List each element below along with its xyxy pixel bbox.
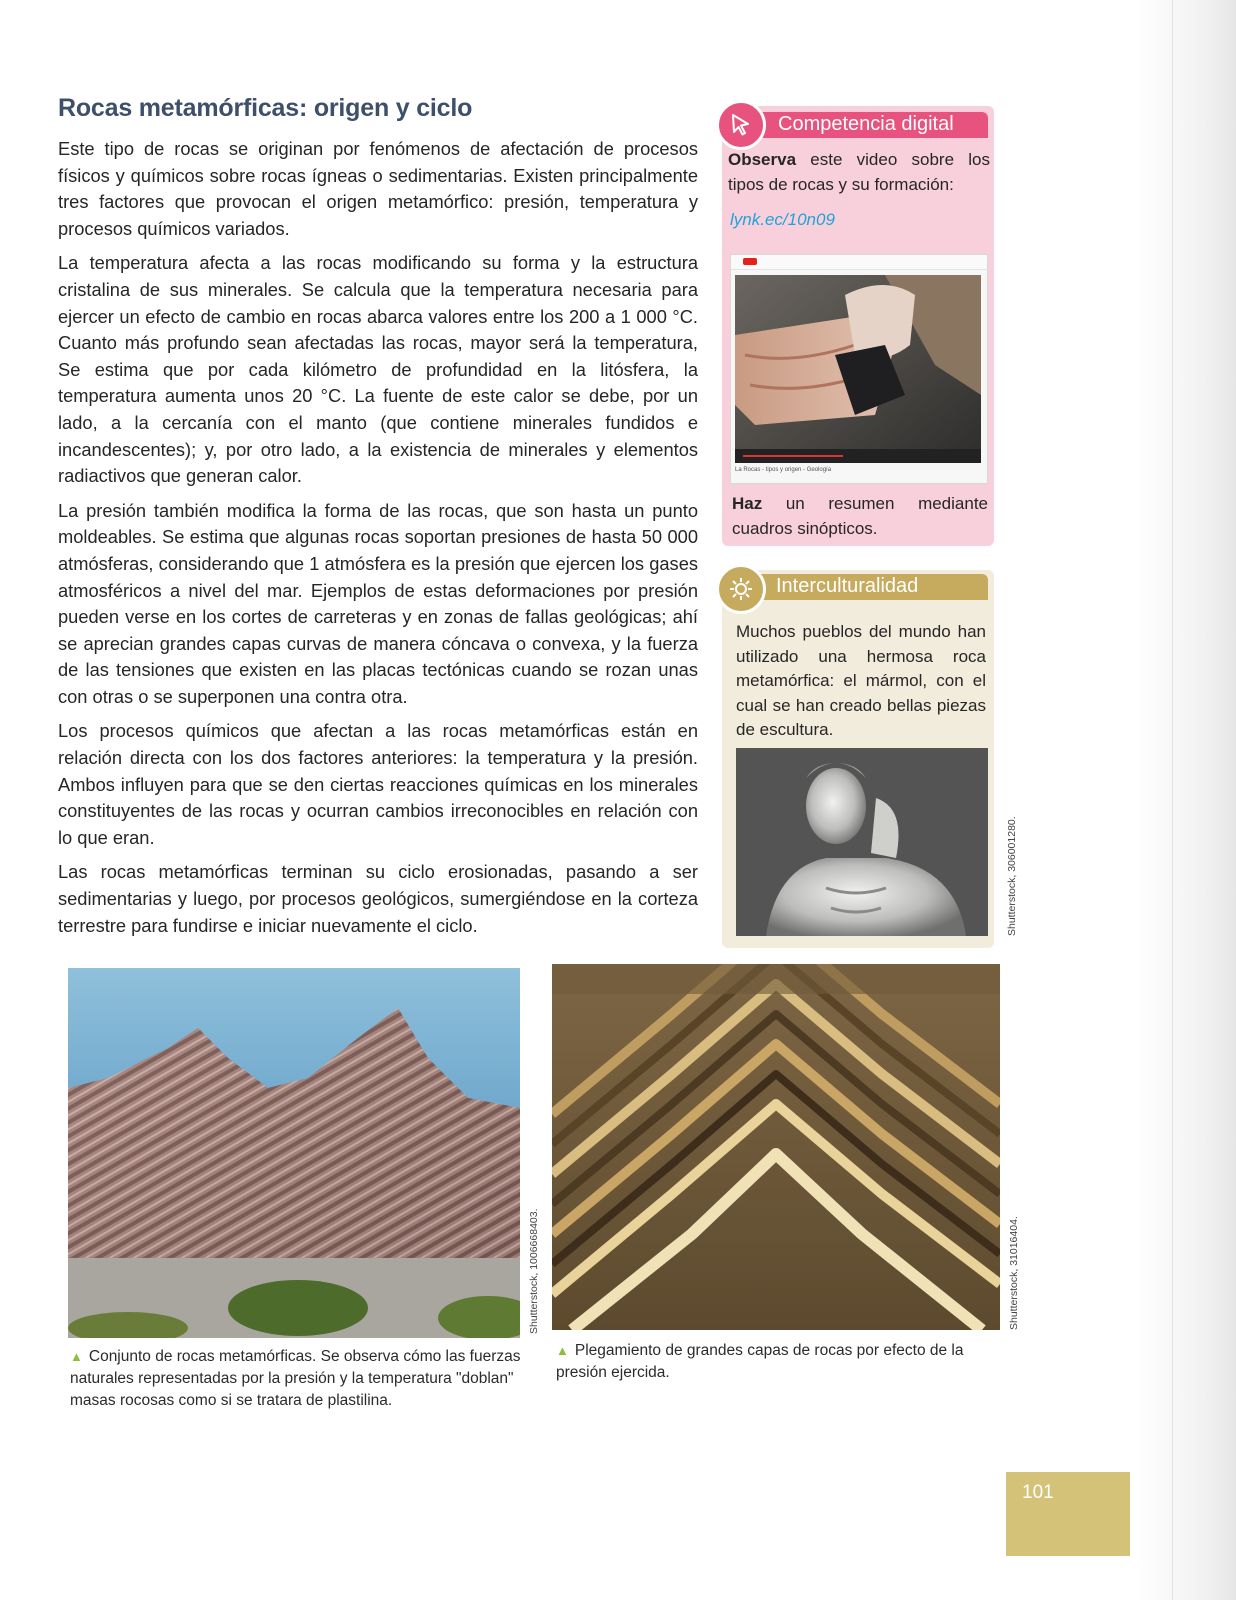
intercultural-box-title: Interculturalidad: [776, 575, 919, 597]
coastal-folded-rocks-photo: [68, 968, 520, 1338]
left-photo-caption: [70, 1346, 530, 1412]
right-photo-caption: [556, 1340, 996, 1384]
main-text: [58, 136, 698, 947]
statue-photo-credit: Shutterstock, 306001280.: [1006, 816, 1018, 936]
left-photo-credit: Shutterstock, 1006668403.: [528, 1208, 540, 1334]
paragraph-intro: Este tipo de rocas se originan por fenómenos de afectación de procesos físicos y químicos sobre rocas ígneas o sedimentarias. Existen principalmente tres factores que provocan el origen metamórfico: presión, temperatura y procesos químicos variados.: [58, 138, 698, 239]
digital-task-rest: un resumen mediante cuadros sinópticos.: [732, 494, 988, 538]
video-topbar: [731, 255, 987, 270]
paragraph-temperature: La temperatura afecta a las rocas modificando su forma y la estructura cristalina de sus minerales. Se calcula que la temperatura necesaria para ejercer un efecto de cambio en rocas abarca valores entre los 200 a 1 000 °C. Cuanto más profundo sean afectadas las rocas, mayor será la temperatura, Se estima que por cada kilómetro de profundidad en la litósfera, la temperatura aumenta unos 20 °C. La fuente de este calor se debe, por un lado, a la cercanía con el manto (que contiene minerales fundidos e incandescentes); y, por otro lado, a la existencia de minerales y elementos radiactivos que generan calor.: [58, 252, 698, 487]
triangle-bullet-icon: ▲: [70, 1349, 83, 1364]
david-statue-photo: [736, 748, 988, 936]
triangle-bullet-icon: ▲: [556, 1343, 569, 1358]
rock-fold-layers-photo: [552, 964, 1000, 1330]
cultures-icon: [716, 564, 766, 614]
digital-box-intro: [728, 148, 990, 197]
video-thumbnail[interactable]: [730, 254, 988, 484]
video-link[interactable]: lynk.ec/10n09: [730, 210, 835, 229]
intercultural-box-header: [752, 574, 988, 600]
left-photo-caption-text: Conjunto de rocas metamórficas. Se observa cómo las fuerzas naturales representadas por la presión y la temperatura "doblan" masas rocosas como si se tratara de plastilina.: [70, 1348, 521, 1409]
intercultural-text: Muchos pueblos del mundo han utilizado una hermosa roca metamórfica: el mármol, con el cual se han creado bellas piezas de escultura.: [736, 622, 986, 739]
paragraph-pressure: La presión también modifica la forma de las rocas, que son hasta un punto moldeables. Se estima que algunas rocas soportan presiones de hasta 50 000 atmósferas, considerando que 1 atmósfera es la presión que ejercen los gases atmosféricos a nivel del mar. Ejemplos de estas deformaciones por presión pueden verse en los cortes de carreteras y en zonas de fallas geológicas; ahí se aprecian grandes capas curvas de manera cóncava o convexa, y la fuerza de las tensiones que existen en las placas tectónicas cuando se rozan unas con otras o se superponen una contra otra.: [58, 499, 698, 707]
cursor-icon: [716, 100, 766, 150]
digital-intro-rest: este video sobre los tipos de rocas y su formación:: [728, 150, 990, 194]
page-number-tab: [1006, 1472, 1130, 1556]
digital-competence-box: [722, 106, 994, 546]
paragraph-cycle: Las rocas metamórficas terminan su ciclo erosionadas, pasando a ser sedimentarias y luego, por procesos geológicos, sumergiéndose en la corteza terrestre para fundirse e iniciar nuevamente el ciclo.: [58, 861, 698, 936]
right-photo-caption-text: Plegamiento de grandes capas de rocas por efecto de la presión ejercida.: [556, 1342, 964, 1381]
page-title: Rocas metamórficas: origen y ciclo: [58, 94, 473, 122]
video-caption: La Rocas - tipos y origen - Geología: [735, 467, 832, 473]
interculturality-box: [722, 570, 994, 948]
digital-box-task: [732, 492, 988, 541]
page-number: 101: [1022, 1482, 1054, 1503]
page-edge-shadow: [1136, 0, 1236, 1600]
digital-intro-bold: Observa: [728, 150, 797, 169]
digital-box-title: Competencia digital: [778, 113, 954, 135]
digital-box-header: [752, 112, 988, 138]
paragraph-chemical: Los procesos químicos que afectan a las rocas metamórficas están en relación directa con los dos factores anteriores: la temperatura y la presión. Ambos influyen para que se den ciertas reacciones químicas en los minerales constituyentes de las rocas y ocurran cambios irreconocibles en relación con lo que eran.: [58, 720, 698, 848]
youtube-logo-icon: [743, 258, 757, 265]
video-frame: [735, 275, 981, 463]
right-photo-credit: Shutterstock, 31016404.: [1008, 1216, 1020, 1330]
digital-task-bold: Haz: [732, 494, 763, 513]
